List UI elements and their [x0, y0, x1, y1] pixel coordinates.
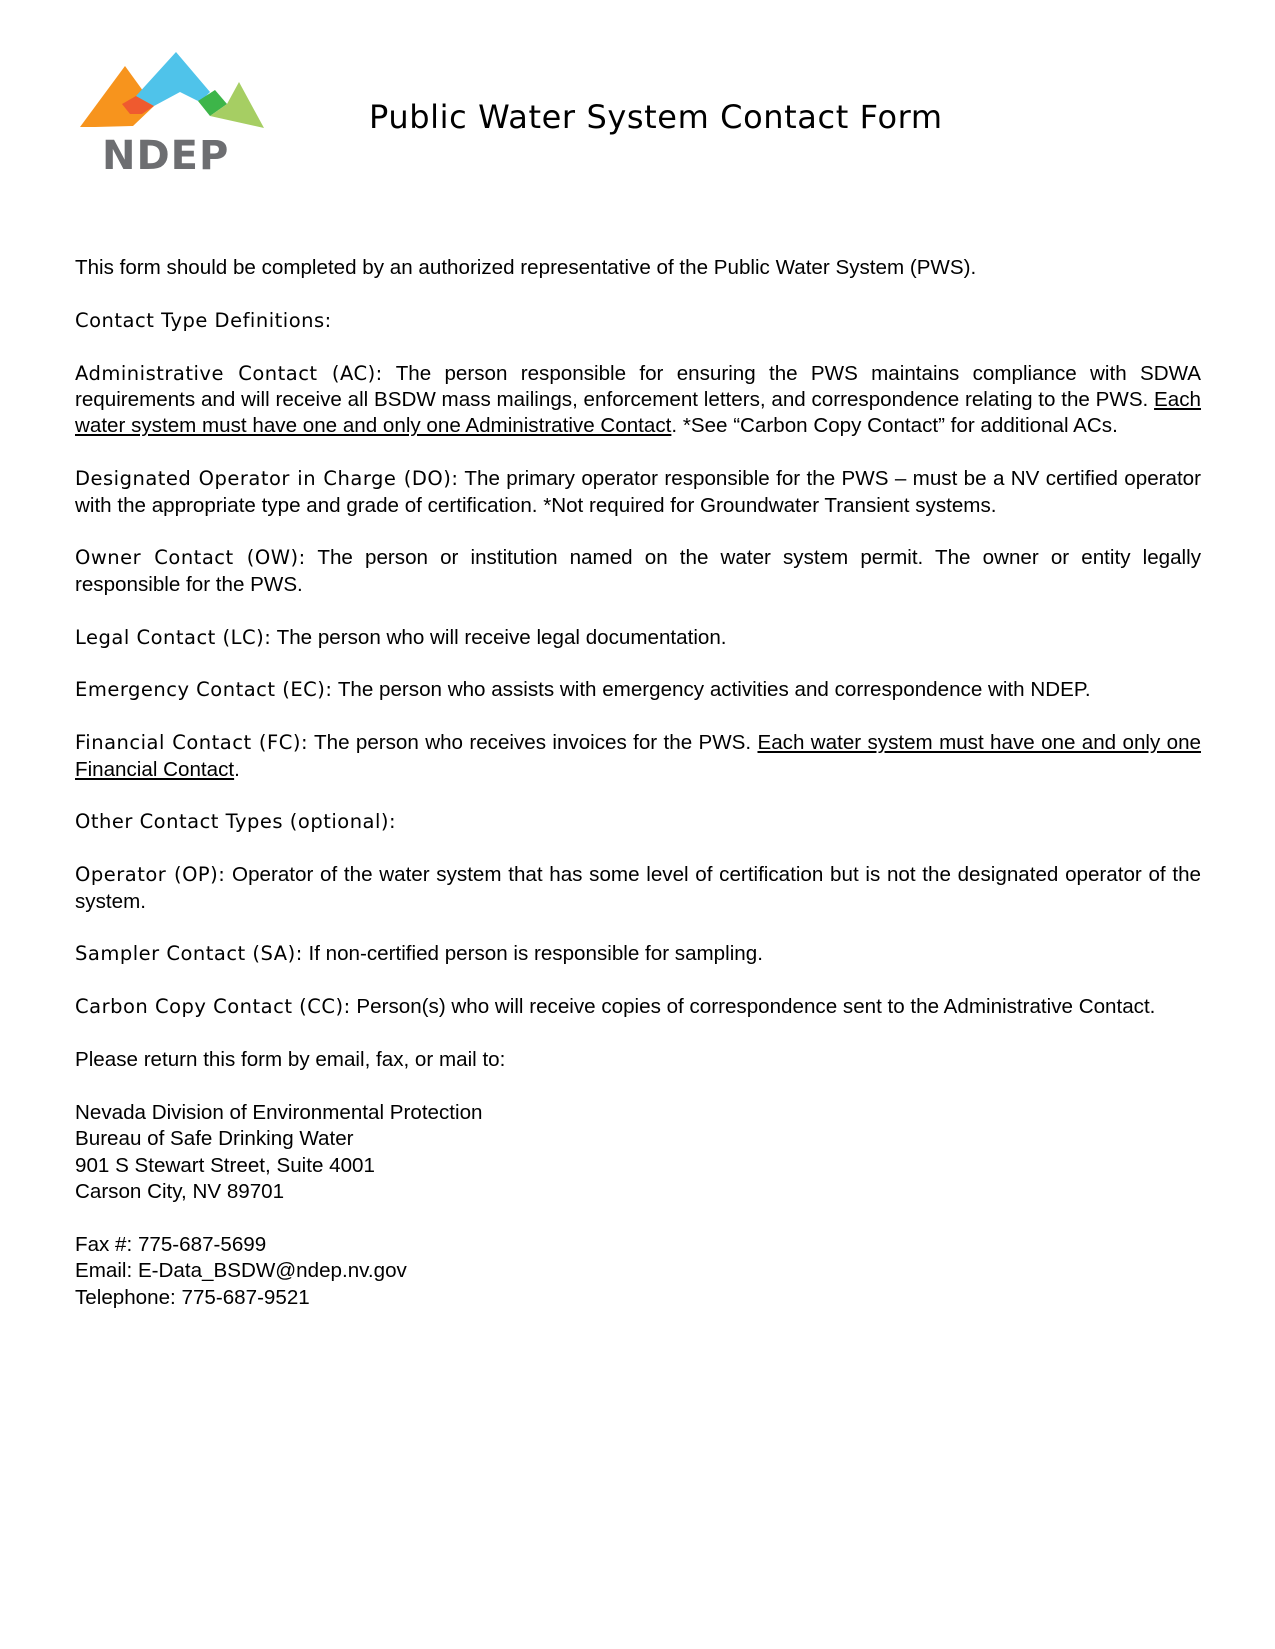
op-text: Operator of the water system that has some level of certification but is not the designated operator of the system.: [75, 863, 1201, 913]
address-line-4: Carson City, NV 89701: [75, 1180, 285, 1204]
cc-text: Person(s) who will receive copies of correspondence sent to the Administrative Contact.: [350, 995, 1156, 1019]
mailing-address: [75, 1100, 1201, 1206]
fc-text-2: .: [234, 757, 240, 781]
sa-term: Sampler Contact (SA):: [75, 942, 303, 966]
sa-definition: [75, 941, 1201, 967]
telephone-number: Telephone: 775-687-9521: [75, 1285, 310, 1309]
contact-info: [75, 1232, 1201, 1311]
ac-definition: [75, 361, 1201, 440]
ndep-logo: [80, 52, 265, 177]
address-line-3: 901 S Stewart Street, Suite 4001: [75, 1153, 375, 1177]
lc-definition: [75, 625, 1201, 651]
fc-text-1: The person who receives invoices for the PWS.: [308, 731, 758, 755]
logo-blue-mountain: [136, 52, 210, 106]
op-definition: [75, 862, 1201, 915]
logo-text: NDEP: [102, 133, 230, 177]
fc-definition: [75, 730, 1201, 783]
definitions-heading: Contact Type Definitions:: [75, 308, 332, 332]
document-body: [75, 255, 1201, 1337]
page-title: Public Water System Contact Form: [369, 98, 943, 136]
cc-definition: [75, 994, 1201, 1020]
do-definition: [75, 466, 1201, 519]
ow-text: The person or institution named on the water system permit. The owner or entity legally responsible for the PWS.: [75, 546, 1201, 596]
intro-paragraph: This form should be completed by an authorized representative of the Public Water System (PWS).: [75, 256, 977, 279]
do-term: Designated Operator in Charge (DO):: [75, 467, 459, 491]
ow-term: Owner Contact (OW):: [75, 546, 306, 570]
mountains-logo-icon: [80, 52, 265, 177]
ac-underline: Each water system must have one and only one Administrative Contact: [75, 388, 1201, 438]
other-types-heading: Other Contact Types (optional):: [75, 810, 397, 834]
email-address: Email: E-Data_BSDW@ndep.nv.gov: [75, 1259, 407, 1283]
ac-text-1: The person responsible for ensuring the PWS maintains compliance with SDWA requirements and will receive all BSDW mass mailings, enforcement letters, and correspondence relating to the PWS.: [75, 361, 1201, 411]
cc-term: Carbon Copy Contact (CC):: [75, 995, 351, 1019]
fc-term: Financial Contact (FC):: [75, 731, 309, 755]
return-instructions: Please return this form by email, fax, or mail to:: [75, 1048, 506, 1071]
ec-term: Emergency Contact (EC):: [75, 678, 333, 702]
address-line-1: Nevada Division of Environmental Protection: [75, 1100, 483, 1124]
op-term: Operator (OP):: [75, 863, 226, 887]
fc-underline: Each water system must have one and only one Financial Contact: [75, 731, 1201, 781]
lc-text: The person who will receive legal documentation.: [271, 625, 727, 649]
lc-term: Legal Contact (LC):: [75, 625, 272, 649]
ac-text-2: . *See “Carbon Copy Contact” for additional ACs.: [671, 414, 1118, 438]
do-text: The primary operator responsible for the PWS – must be a NV certified operator with the appropriate type and grade of certification. *Not required for Groundwater Transient systems.: [75, 467, 1201, 517]
ow-definition: [75, 545, 1201, 598]
fax-number: Fax #: 775-687-5699: [75, 1232, 267, 1256]
address-line-2: Bureau of Safe Drinking Water: [75, 1127, 354, 1151]
ec-definition: [75, 677, 1201, 703]
sa-text: If non-certified person is responsible for sampling.: [302, 942, 763, 966]
ec-text: The person who assists with emergency activities and correspondence with NDEP.: [332, 678, 1091, 702]
ac-term: Administrative Contact (AC):: [75, 361, 383, 385]
